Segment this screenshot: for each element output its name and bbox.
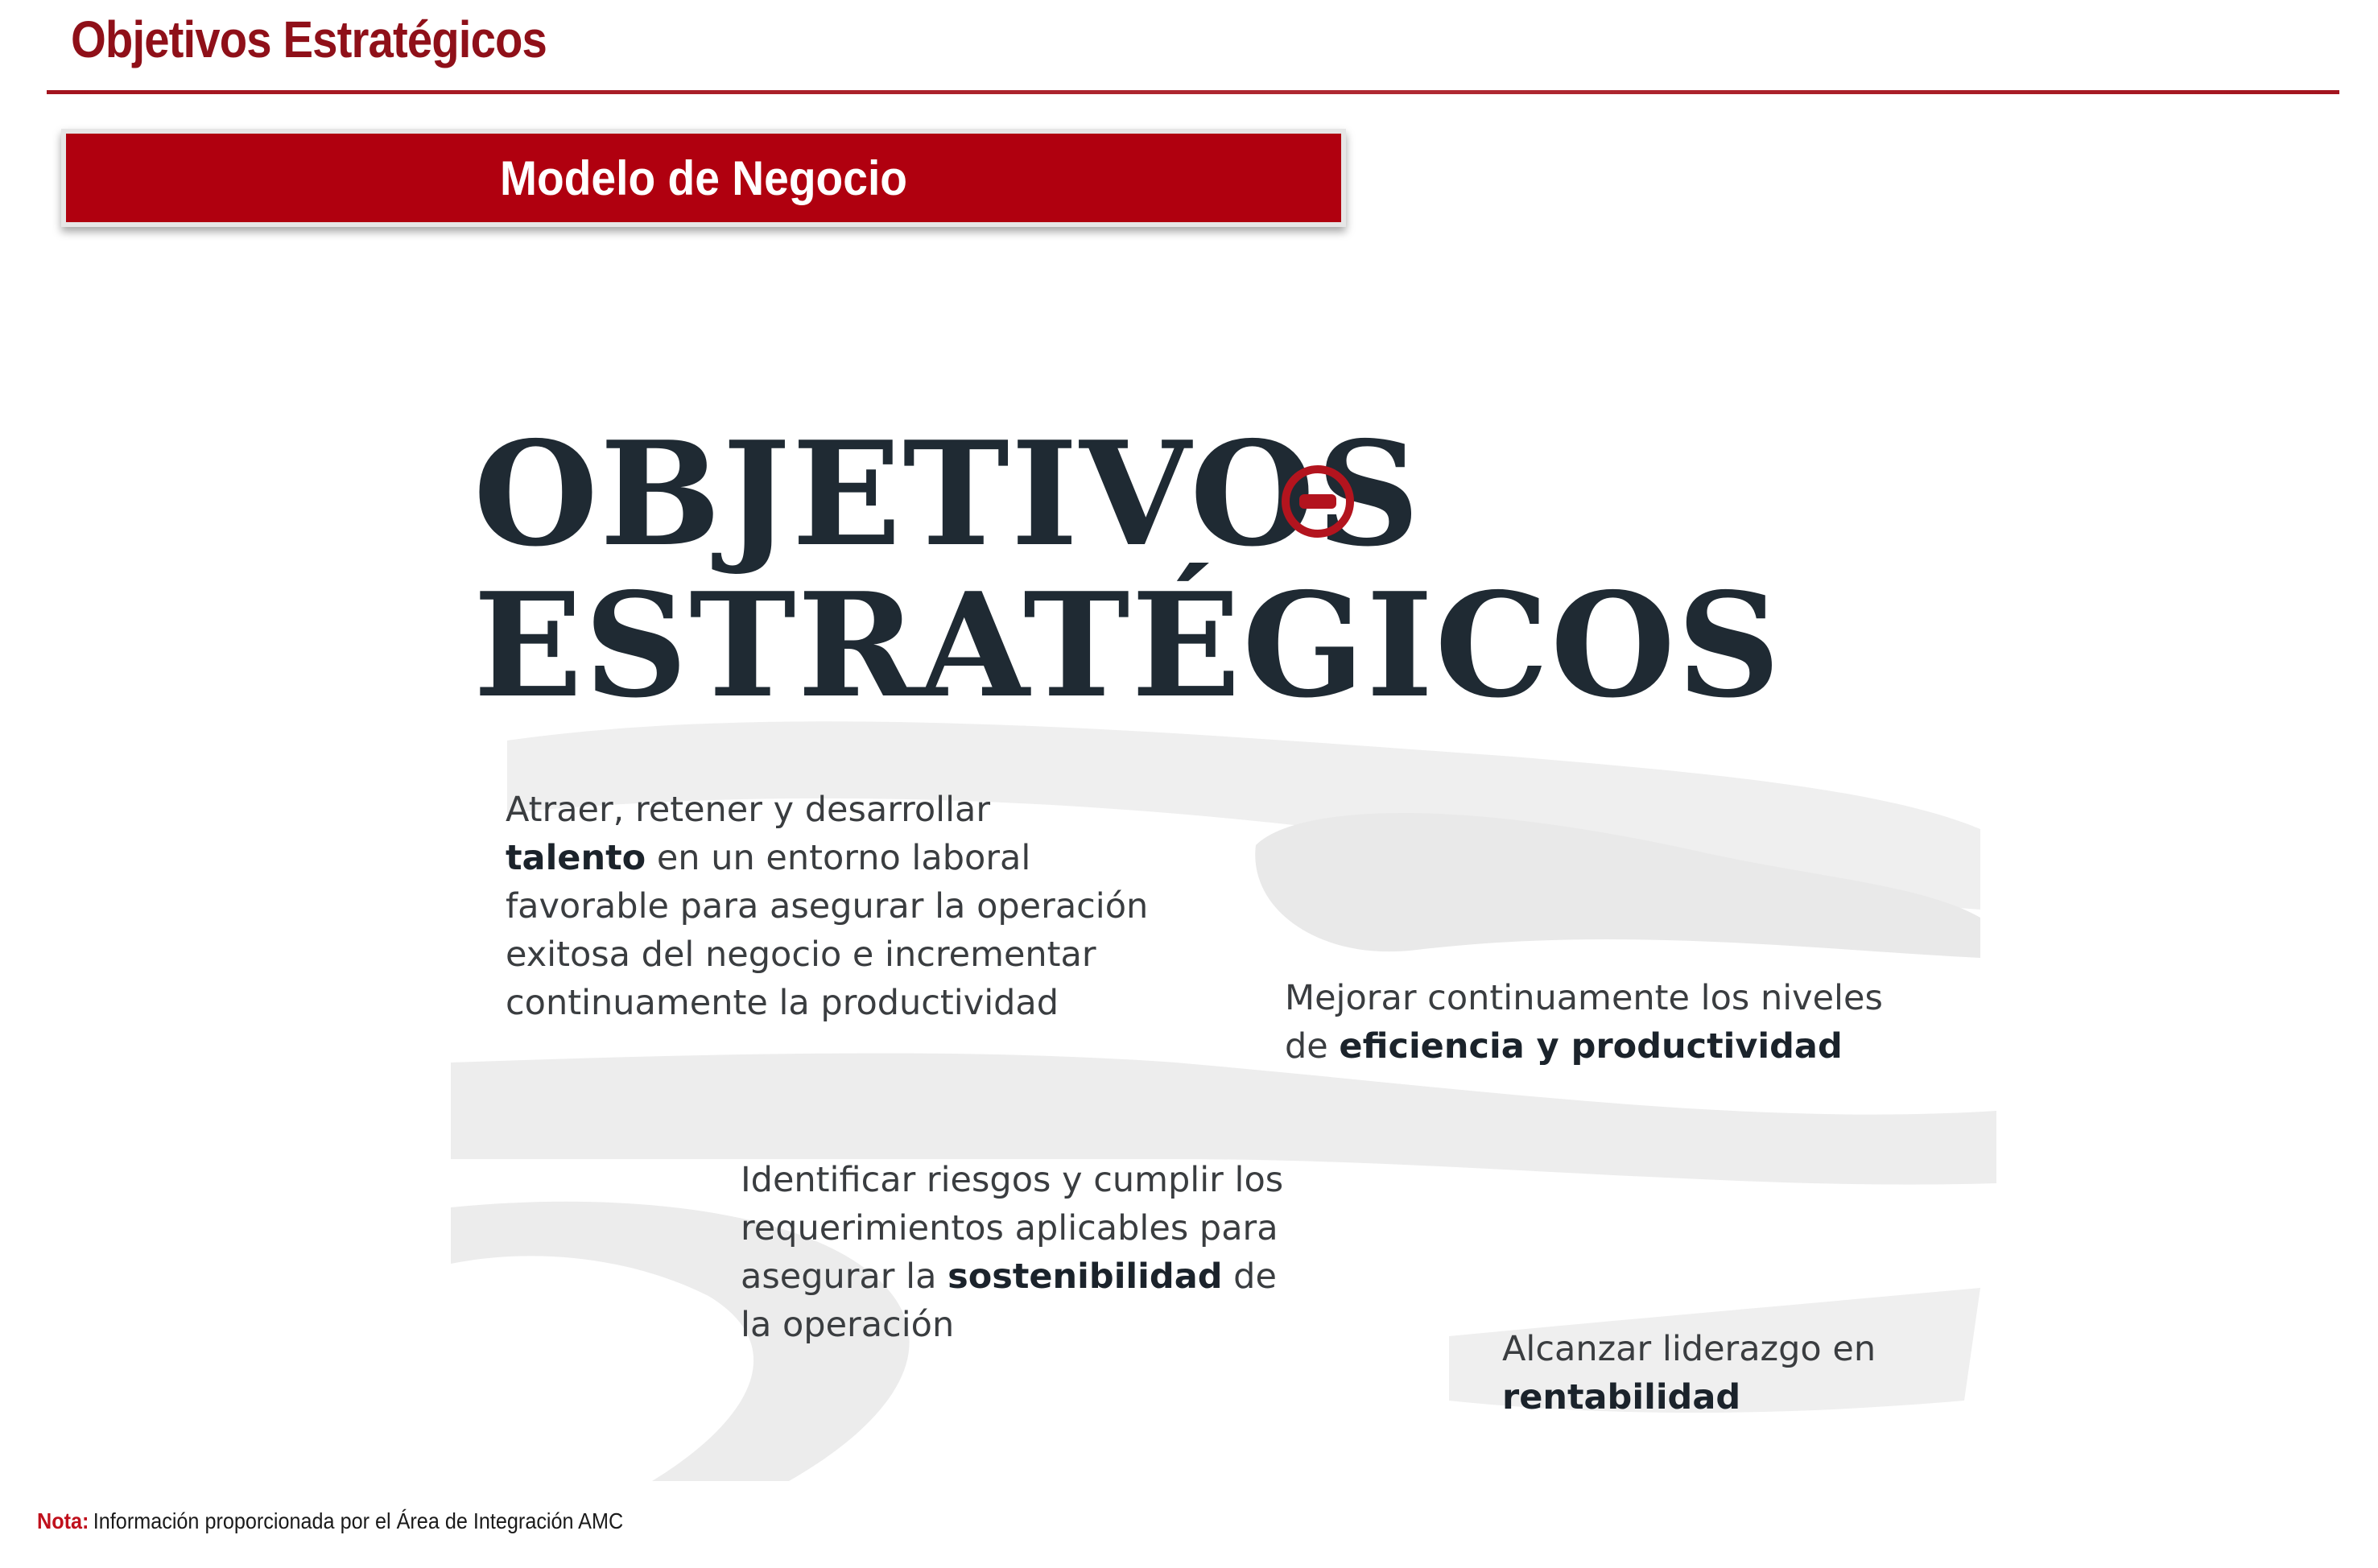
objective-profitability-line-1: Alcanzar liderazgo en (1502, 1329, 1876, 1369)
objective-talent-line-2-rest: en un entorno laboral (646, 838, 1031, 878)
objective-talent-line-4: exitosa del negocio e incrementar (506, 935, 1096, 975)
objective-risk-keyword: sostenibilidad (947, 1256, 1223, 1297)
main-headline (473, 410, 1782, 729)
objective-efficiency-line-1: Mejorar continuamente los niveles (1285, 978, 1883, 1018)
objective-talent (506, 786, 1148, 1027)
minus-circle-icon (1282, 465, 1354, 538)
page-title: Objetivos Estratégicos (71, 10, 547, 68)
objective-talent-line-2 (506, 834, 1148, 882)
title-divider (47, 90, 2339, 94)
objective-efficiency (1285, 974, 1883, 1071)
objective-risk-line-3-pre: asegurar la (741, 1256, 948, 1297)
objective-risk-line-3 (741, 1252, 1283, 1301)
footnote (37, 1508, 623, 1534)
footnote-text: Información proporcionada por el Área de Integración AMC (93, 1508, 624, 1533)
headline-line-1: OBJETIVOS (473, 410, 1422, 578)
objective-efficiency-line-2-pre: de (1285, 1026, 1340, 1067)
footnote-label: Nota: (37, 1508, 89, 1533)
objective-profitability-keyword: rentabilidad (1502, 1377, 1741, 1417)
objective-risk-line-4: la operación (741, 1305, 955, 1345)
objective-risk-line-3-post: de (1222, 1256, 1277, 1297)
section-banner (61, 129, 1346, 227)
objective-talent-keyword: talento (506, 838, 646, 878)
objective-profitability (1502, 1325, 1876, 1422)
objective-talent-line-5: continuamente la productividad (506, 983, 1059, 1023)
objective-talent-line-1: Atraer, retener y desarrollar (506, 790, 991, 830)
objective-efficiency-line-2 (1285, 1022, 1883, 1071)
objective-risk (741, 1156, 1283, 1349)
objective-risk-line-1: Identificar riesgos y cumplir los (741, 1160, 1284, 1200)
headline-line-2: ESTRATÉGICOS (473, 561, 1782, 729)
objective-efficiency-keyword: eficiencia y productividad (1339, 1026, 1843, 1067)
section-banner-label: Modelo de Negocio (499, 151, 908, 205)
objective-risk-line-2: requerimientos aplicables para (741, 1208, 1278, 1248)
objective-talent-line-3: favorable para asegurar la operación (506, 886, 1149, 926)
